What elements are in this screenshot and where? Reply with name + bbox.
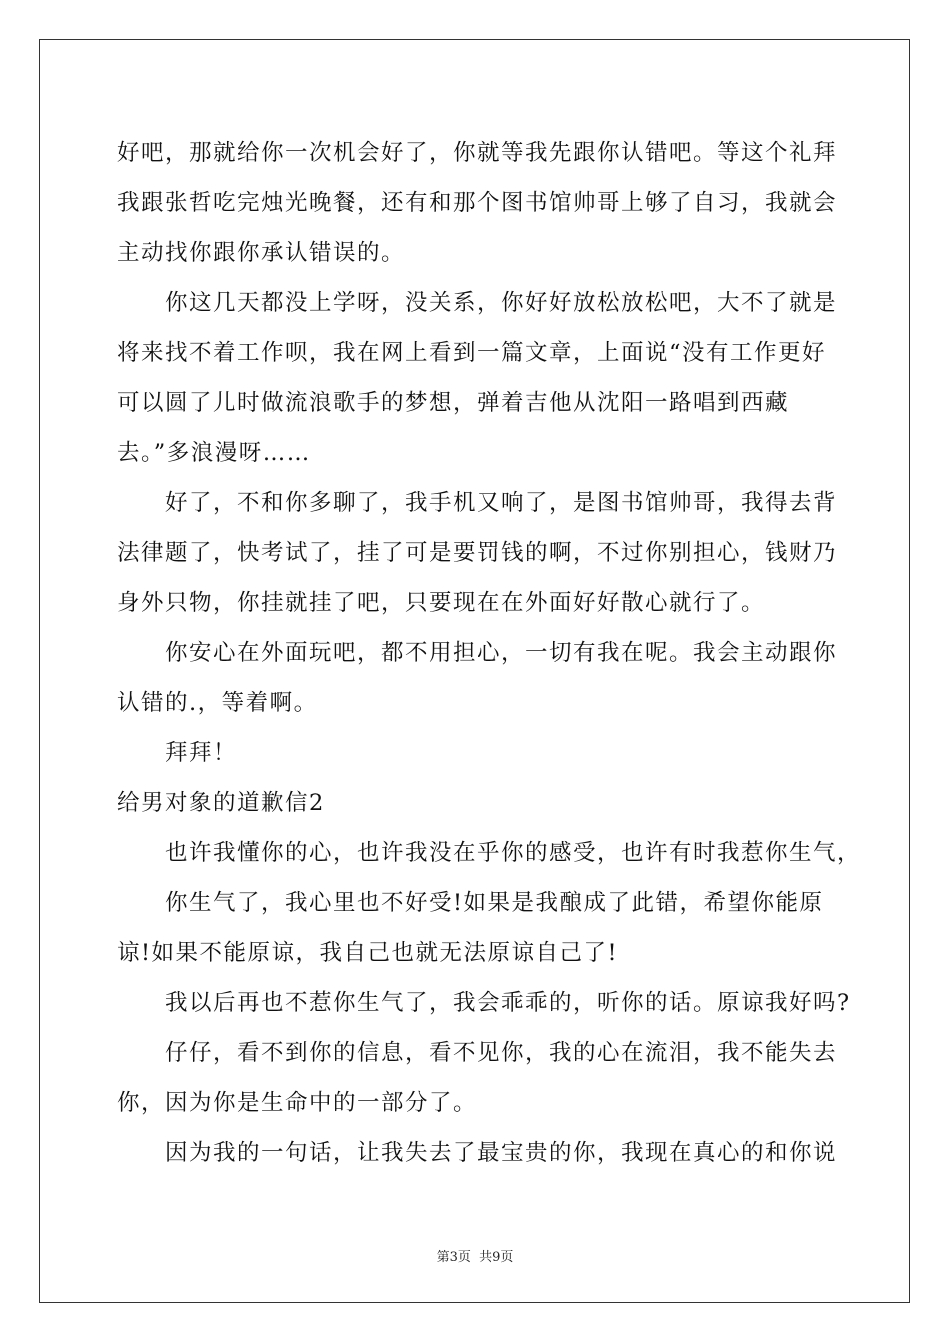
text-line: 拜拜！: [165, 740, 238, 766]
text-line: 也许我懂你的心，也许我没在乎你的感受，也许有时我惹你生气，: [165, 840, 862, 866]
text-line: 去。”多浪漫呀……: [117, 440, 311, 466]
text-line: 你，因为你是生命中的一部分了。: [117, 1090, 478, 1116]
text-line: 好吧，那就给你一次机会好了，你就等我先跟你认错吧。等这个礼拜: [117, 140, 838, 166]
text-line: 你生气了，我心里也不好受!如果是我酿成了此错，希望你能原: [165, 890, 824, 916]
text-line: 法律题了，快考试了，挂了可是要罚钱的啊，不过你别担心，钱财乃: [117, 540, 838, 566]
paragraph-7: [117, 978, 851, 1028]
text-line: 我以后再也不惹你生气了，我会乖乖的，听你的话。原谅我好吗?: [165, 990, 851, 1016]
paragraph-5: [117, 828, 862, 878]
document-body: [117, 128, 862, 1178]
text-line: 身外只物，你挂就挂了吧，只要现在在外面好好散心就行了。: [117, 590, 766, 616]
paragraph-6: [117, 878, 837, 978]
text-line: 将来找不着工作呗，我在网上看到一篇文章，上面说“没有工作更好: [117, 340, 827, 366]
page-total: 共9页: [479, 1250, 514, 1265]
paragraph-4: [117, 628, 837, 728]
text-line: 主动找你跟你承认错误的。: [117, 240, 406, 266]
text-line: 我跟张哲吃完烛光晚餐，还有和那个图书馆帅哥上够了自习，我就会: [117, 190, 838, 216]
page-number: 第3页: [436, 1250, 471, 1265]
paragraph-8: [117, 1028, 837, 1128]
text-line: 因为我的一句话，让我失去了最宝贵的你，我现在真心的和你说: [165, 1140, 838, 1166]
page-footer: [0, 1246, 950, 1265]
text-line: 仔仔，看不到你的信息，看不见你，我的心在流泪，我不能失去: [165, 1040, 838, 1066]
text-line: 谅!如果不能原谅，我自己也就无法原谅自己了!: [117, 940, 619, 966]
paragraph-9: [117, 1128, 837, 1178]
text-line: 认错的.，等着啊。: [117, 690, 318, 716]
paragraph-3: [117, 478, 837, 628]
section-heading: 给男对象的道歉信2: [117, 790, 325, 816]
paragraph-bye: [117, 728, 837, 778]
paragraph-1: [117, 128, 837, 278]
text-line: 你安心在外面玩吧，都不用担心，一切有我在呢。我会主动跟你: [165, 640, 838, 666]
text-line: 好了，不和你多聊了，我手机又响了，是图书馆帅哥，我得去背: [165, 490, 838, 516]
text-line: 可以圆了儿时做流浪歌手的梦想，弹着吉他从沈阳一路唱到西藏: [117, 390, 790, 416]
paragraph-2: [117, 278, 837, 478]
text-line: 你这几天都没上学呀，没关系，你好好放松放松吧，大不了就是: [165, 290, 838, 316]
